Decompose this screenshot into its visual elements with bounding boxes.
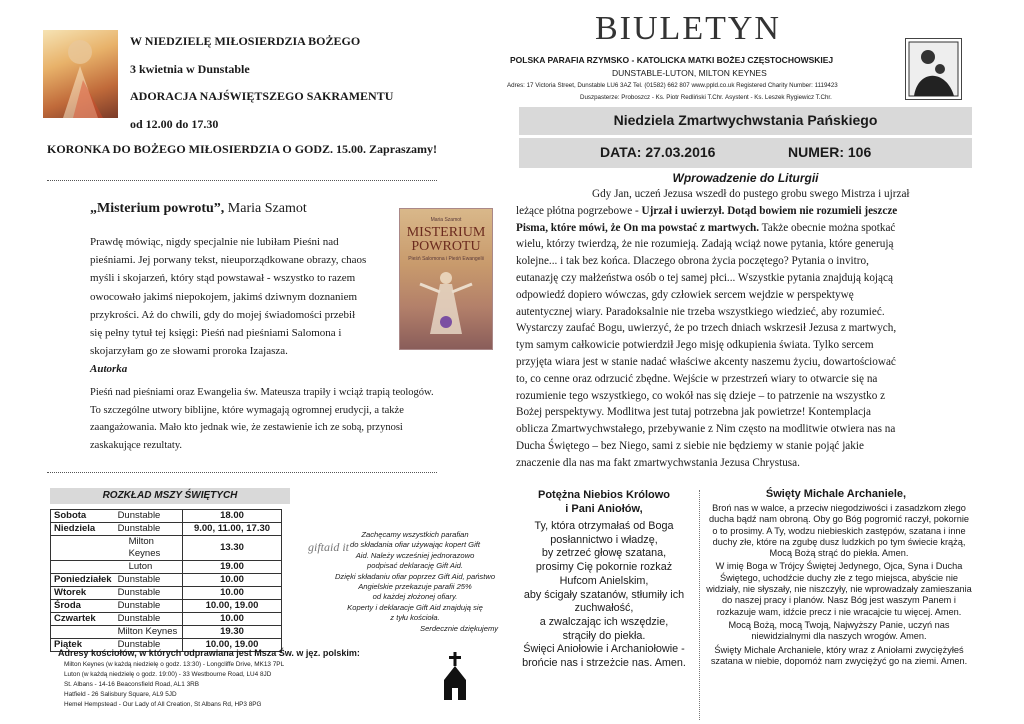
schedule-day: Sobota	[51, 510, 115, 523]
prayer1-line: prosimy Cię pokornie rozkaż	[535, 561, 673, 574]
address-item: Luton (w każdą niedzielę o godz. 19:00) - 33 Westbourne Road, LU4 8JD	[64, 671, 272, 678]
schedule-time: 10.00	[183, 587, 282, 600]
liturgy-line: to, co cenne oraz odrzucić zbędne. Wejście w przestrzeń wiary to otwarcie się na	[516, 372, 878, 385]
prayer1-title-line2: i Pani Aniołów,	[565, 503, 643, 515]
schedule-time: 10.00	[183, 574, 282, 587]
schedule-time: 10.00	[183, 613, 282, 626]
giftaid-line: podpisać deklarację Gift Aid.	[367, 561, 463, 571]
schedule-day: Poniedziałek	[51, 574, 115, 587]
parish-location: DUNSTABLE-LUTON, MILTON KEYNES	[612, 68, 767, 78]
liturgy-heading: Wprowadzenie do Liturgii	[672, 171, 819, 185]
schedule-place: Dunstable	[115, 523, 183, 536]
book-title: MISTERIUM POWROTU	[406, 225, 486, 254]
prayer1-line: strąciły do piekła.	[562, 629, 646, 642]
date-label: DATA: 27.03.2016	[600, 144, 716, 160]
review-line: się pełny tytuł tej księgi: Pieśń nad pieśniami Salomona i	[90, 327, 342, 340]
liturgy-line: odpowiedź dopiero wówczas, gdy człowiek sercem wejdzie w perspektywę	[516, 288, 854, 301]
prayer2-paragraph: W imię Boga w Trójcy Świętej Jedynego, Ojca, Syna i Ducha Świętego, uchodźcie duchy złe z tego miejsca, abyście nie widziały, nie słyszały, nie niszczyły, nie wprowadzały zamieszania do naszej pracy i planów. Nasz Bóg jest waszym Panem i rozkazuje wam, idźcie precz i nie wracajcie tu więcej. Amen.	[706, 561, 972, 617]
schedule-day: Czwartek	[51, 613, 115, 626]
table-row	[51, 600, 282, 613]
liturgy-line: rozumienie tego wszystkiego, co wokół nas się dzieje – to patrzenie na wszystko z	[516, 389, 886, 402]
table-row	[51, 523, 282, 536]
table-row	[51, 587, 282, 600]
madonna-icon	[906, 39, 961, 99]
liturgy-text-bold: Pisma, które mówi, że On ma powstać z martwych.	[516, 221, 760, 234]
review-line: pieśniami. Jej porwany tekst, nieuporządkowane obrazy, chaos	[90, 254, 367, 267]
book-author: Maria Szamot	[430, 217, 462, 223]
schedule-day: Środa	[51, 600, 115, 613]
review-title: „Misterium powrotu”,	[90, 201, 225, 216]
schedule-day	[51, 626, 115, 639]
announcement-line5: KORONKA DO BOŻEGO MIŁOSIERDZIA O GODZ. 15.00. Zapraszamy!	[47, 142, 438, 156]
giftaid-line: Koperty i deklaracje Gift Aid znajdują się	[347, 602, 483, 612]
book-subtitle: Pieśń Salomona i Pieśń Ewangelii	[408, 256, 484, 262]
prayer1-line: Święci Aniołowie i Archaniołowie -	[523, 643, 685, 656]
review-signature: Autorka	[90, 363, 128, 376]
giftaid-line: z tyłu kościoła.	[390, 613, 440, 623]
prayer2-paragraph: Mocą Bożą, mocą Twoją, Najwyższy Panie, uczyń nas niewidzialnymi dla naszych wrogów. Amen.	[728, 619, 950, 642]
review-line: Prawdę mówiąc, nigdy specjalnie nie lubiłam Pieśni nad	[90, 236, 339, 248]
schedule-place: Milton Keynes	[115, 626, 183, 639]
review-line: owocowało jakimś niepokojem, jakimś dziwnym doznaniem	[90, 290, 358, 303]
prayer2-body	[706, 503, 972, 667]
schedule-day: Niedziela	[51, 523, 115, 536]
schedule-time: 18.00	[183, 510, 282, 523]
review2-line: To szczególne utwory biblijne, które wymagają ogromnej erudycji, a także	[90, 404, 404, 416]
feast-name: Niedziela Zmartwychwstania Pańskiego	[613, 112, 878, 128]
giftaid-line: Dzięki składaniu ofiar poprzez Gift Aid, państwo	[334, 571, 496, 581]
prayer1-body	[510, 520, 698, 671]
book-figure-icon	[400, 264, 492, 334]
schedule-day	[51, 536, 115, 561]
liturgy-line	[516, 220, 968, 237]
prayer1-title-line1: Potężna Niebios Królowo	[537, 489, 670, 501]
review-line: myśli i skojarzeń, który stąd powstawał - wszystko to razem	[90, 272, 356, 285]
schedule-place: Dunstable	[115, 574, 183, 587]
prayer1-line: Hufcom Anielskim,	[559, 574, 649, 587]
review2-line: Pieśń nad pieśniami oraz Ewangelia św. Mateusza trapiły i wciąż trapią teologów.	[90, 387, 434, 398]
review-author: Maria Szamot	[227, 201, 307, 216]
liturgy-line: Ducha Świętego – bez Niego, sami z siebie nie będziemy w stanie pojąć jakie	[516, 439, 864, 452]
prayer2-paragraph: Święty Michale Archaniele, który wraz z Aniołami zwyciężyłeś szatana w niebie, dopomóż nam zwyciężyć go na ziemi. Amen.	[710, 644, 968, 666]
liturgy-text-bold: Ujrzał i uwierzył. Dotąd bowiem nie rozumieli jeszcze	[641, 204, 898, 217]
prayer1-line: Ty, która otrzymałaś od Boga	[534, 520, 674, 532]
giftaid-line: Angielskie przekazuje parafii 25%	[358, 582, 472, 592]
table-row	[51, 561, 282, 574]
liturgy-line: Gdy Jan, uczeń Jezusa wszedł do pustego grobu swego Mistrza i ujrzał	[592, 188, 910, 200]
prayer1-line: aby ścigały szatanów, stłumiły ich	[523, 588, 685, 601]
prayer1-line: a zwalczając ich wszędzie,	[539, 615, 669, 628]
divine-mercy-icon	[43, 30, 118, 118]
prayer1-line: by zetrzeć głowę szatana,	[541, 547, 667, 560]
prayer1-line: brońcie nas i strzeżcie nas. Amen.	[522, 657, 686, 670]
schedule-time: 9.00, 11.00, 17.30	[183, 523, 282, 536]
review-body	[90, 233, 366, 379]
parish-name: POLSKA PARAFIA RZYMSKO - KATOLICKA MATKI BOŻEJ CZĘSTOCHOWSKIEJ	[510, 55, 834, 65]
liturgy-line: autentycznej wiary. Paradoksalnie nie trzeba wszystkiego wiedzieć, aby rozumieć.	[516, 305, 885, 318]
table-row	[51, 510, 282, 523]
review2-line: zaangażowania. Mało kto jednak wie, że zestawienie ich ze sobą, przynosi	[90, 422, 403, 433]
prayer1-line: zuchwałość,	[574, 602, 634, 615]
book-cover-image	[399, 208, 493, 350]
parish-address: Adres: 17 Victoria Street, Dunstable LU6 3AZ Tel. (01582) 662 807 www.ppld.co.uk Registered Charity Number: 1119423	[507, 82, 838, 89]
table-row	[51, 574, 282, 587]
giftaid-line: do składania ofiar używając kopert Gift	[349, 540, 480, 550]
prayer2-title: Święty Michale Archaniele,	[765, 488, 907, 500]
liturgy-line: tym samym całkowicie potwierdził Jego misję odkupienia świata. Tylko sercem	[516, 339, 874, 352]
liturgy-line: przyjęta wiara jest w stanie nadać właściwe akcenty naszemu życiu, dowartościować	[516, 355, 896, 368]
review-body2	[90, 384, 434, 454]
announcement-line2: 3 kwietnia w Dunstable	[130, 62, 250, 76]
liturgy-line: znaczenie dla nas ma fakt zmartwychwstania Jezusa Chrystusa.	[516, 456, 800, 469]
table-row	[51, 626, 282, 639]
divider-top	[47, 180, 437, 181]
liturgy-line: oblicza Zmartwychwstałego, przebywanie z Nim często na modlitwie otwiera nas na	[516, 423, 896, 436]
prayer2-paragraph: Broń nas w walce, a przeciw niegodziwości i zasadzkom złego ducha bądź nam obroną. Oby go Bóg pogromić raczył, pokornie o to prosimy. A Ty, wodzu niebieskich zastępów, szatana i inne duchy złe, które na zgubę dusz ludzkich po tym świecie krążą, Mocą Bożą strąć do piekła. Amen.	[709, 503, 969, 559]
schedule-time: 10.00, 19.00	[183, 600, 282, 613]
prayer1-line: posłannictwo i władzę,	[550, 533, 658, 546]
liturgy-line: wielu, którzy twierdzą, że nie rozumieją. Zadają wciąż nowe pytania, które generują	[516, 238, 894, 251]
announcement-line3: ADORACJA NAJŚWIĘTSZEGO SAKRAMENTU	[130, 89, 394, 103]
address-item: Milton Keynes (w każdą niedzielę o godz. 13:30) - Longcliffe Drive, MK13 7PL	[64, 661, 285, 668]
giftaid-logo: giftaid it	[308, 540, 350, 554]
bulletin-title: BIULETYN	[595, 10, 781, 47]
address-item: St. Albans - 14-16 Beaconsfield Road, AL1 3RB	[64, 681, 199, 688]
table-row	[51, 536, 282, 561]
schedule-time: 19.00	[183, 561, 282, 574]
schedule-place: Dunstable	[115, 639, 183, 652]
schedule-place: Milton Keynes	[115, 536, 183, 561]
review-line: przykrości. Aż do chwili, gdy do mojej świadomości przebił	[90, 308, 356, 321]
schedule-place: Dunstable	[115, 613, 183, 626]
church-building-icon	[440, 652, 470, 702]
prayer1-title	[514, 488, 694, 516]
giftaid-line: Zachęcamy wszystkich parafian	[361, 530, 469, 539]
liturgy-text-plain: leżące płótna pogrzebowe -	[516, 204, 642, 217]
parish-clergy: Duszpasterze: Proboszcz - Ks. Piotr Redliński T.Chr. Asystent - Ks. Leszek Rygiewicz T.Chr.	[580, 94, 832, 101]
schedule-place: Luton	[115, 561, 183, 574]
schedule-day	[51, 561, 115, 574]
review-heading	[90, 201, 307, 217]
address-item: Hatfield - 26 Salisbury Square, AL9 5JD	[64, 691, 177, 698]
schedule-time: 13.30	[183, 536, 282, 561]
church-icon	[440, 652, 470, 707]
giftaid-text	[320, 530, 510, 624]
announcement-line4: od 12.00 do 17.30	[130, 117, 219, 131]
giftaid-line: Aid. Należy wcześniej jednorazowo	[355, 550, 475, 560]
addresses-heading: Adresy kościołów, w których odprawiana jest Msza Św. w jęz. polskim:	[58, 648, 360, 658]
divider-mid	[47, 472, 437, 473]
liturgy-line	[516, 203, 968, 220]
liturgy-text-plain: Także obecnie można spotkać	[759, 221, 896, 234]
addresses-list	[64, 660, 284, 710]
liturgy-line: eutanazję czy małżeństwa osób o tej samej płci... Wszystkie pytania znajdują kojącą	[516, 271, 893, 284]
giftaid-thanks: Serdecznie dziękujemy	[420, 624, 499, 633]
schedule-place: Dunstable	[115, 600, 183, 613]
schedule-heading: ROZKŁAD MSZY ŚWIĘTYCH	[102, 490, 238, 501]
schedule-time: 10.00, 19.00	[183, 639, 282, 652]
date-banner	[519, 138, 972, 168]
liturgy-line: Bożej perspektywy. Modlitwa jest tutaj potrzebna jak powietrze! Kontemplacja	[516, 406, 871, 419]
schedule-place: Dunstable	[115, 510, 183, 523]
schedule-day: Piątek	[51, 639, 115, 652]
our-lady-icon-image	[905, 38, 962, 100]
liturgy-line: kolejne... i tak bez końca. Dlaczego obrona życia poczętego? Pytania o invitro,	[516, 255, 869, 268]
liturgy-text	[516, 186, 968, 472]
address-item: Hemel Hempstead - Our Lady of All Creation, St Albans Rd, HP3 8PG	[64, 701, 262, 708]
giftaid-line: od każdej złożonej ofiary.	[372, 592, 458, 602]
liturgy-line: Wystarczy zaufać Bogu, uwierzyć, że po trzech dniach wskrzesił Jezusa z martwych,	[516, 322, 897, 335]
schedule-day: Wtorek	[51, 587, 115, 600]
schedule-place: Dunstable	[115, 587, 183, 600]
table-row	[51, 613, 282, 626]
review-line: skojarzyłam go ze słowami proroka Izajasza.	[90, 345, 288, 358]
mass-schedule-table	[50, 509, 282, 652]
announcement-line1: W NIEDZIELĘ MIŁOSIERDZIA BOŻEGO	[130, 34, 361, 48]
schedule-time: 19.30	[183, 626, 282, 639]
review2-line: zaskakujące rezultaty.	[90, 439, 183, 451]
number-label: NUMER: 106	[788, 144, 872, 160]
divine-mercy-image	[43, 30, 118, 118]
prayer-divider	[699, 490, 700, 720]
